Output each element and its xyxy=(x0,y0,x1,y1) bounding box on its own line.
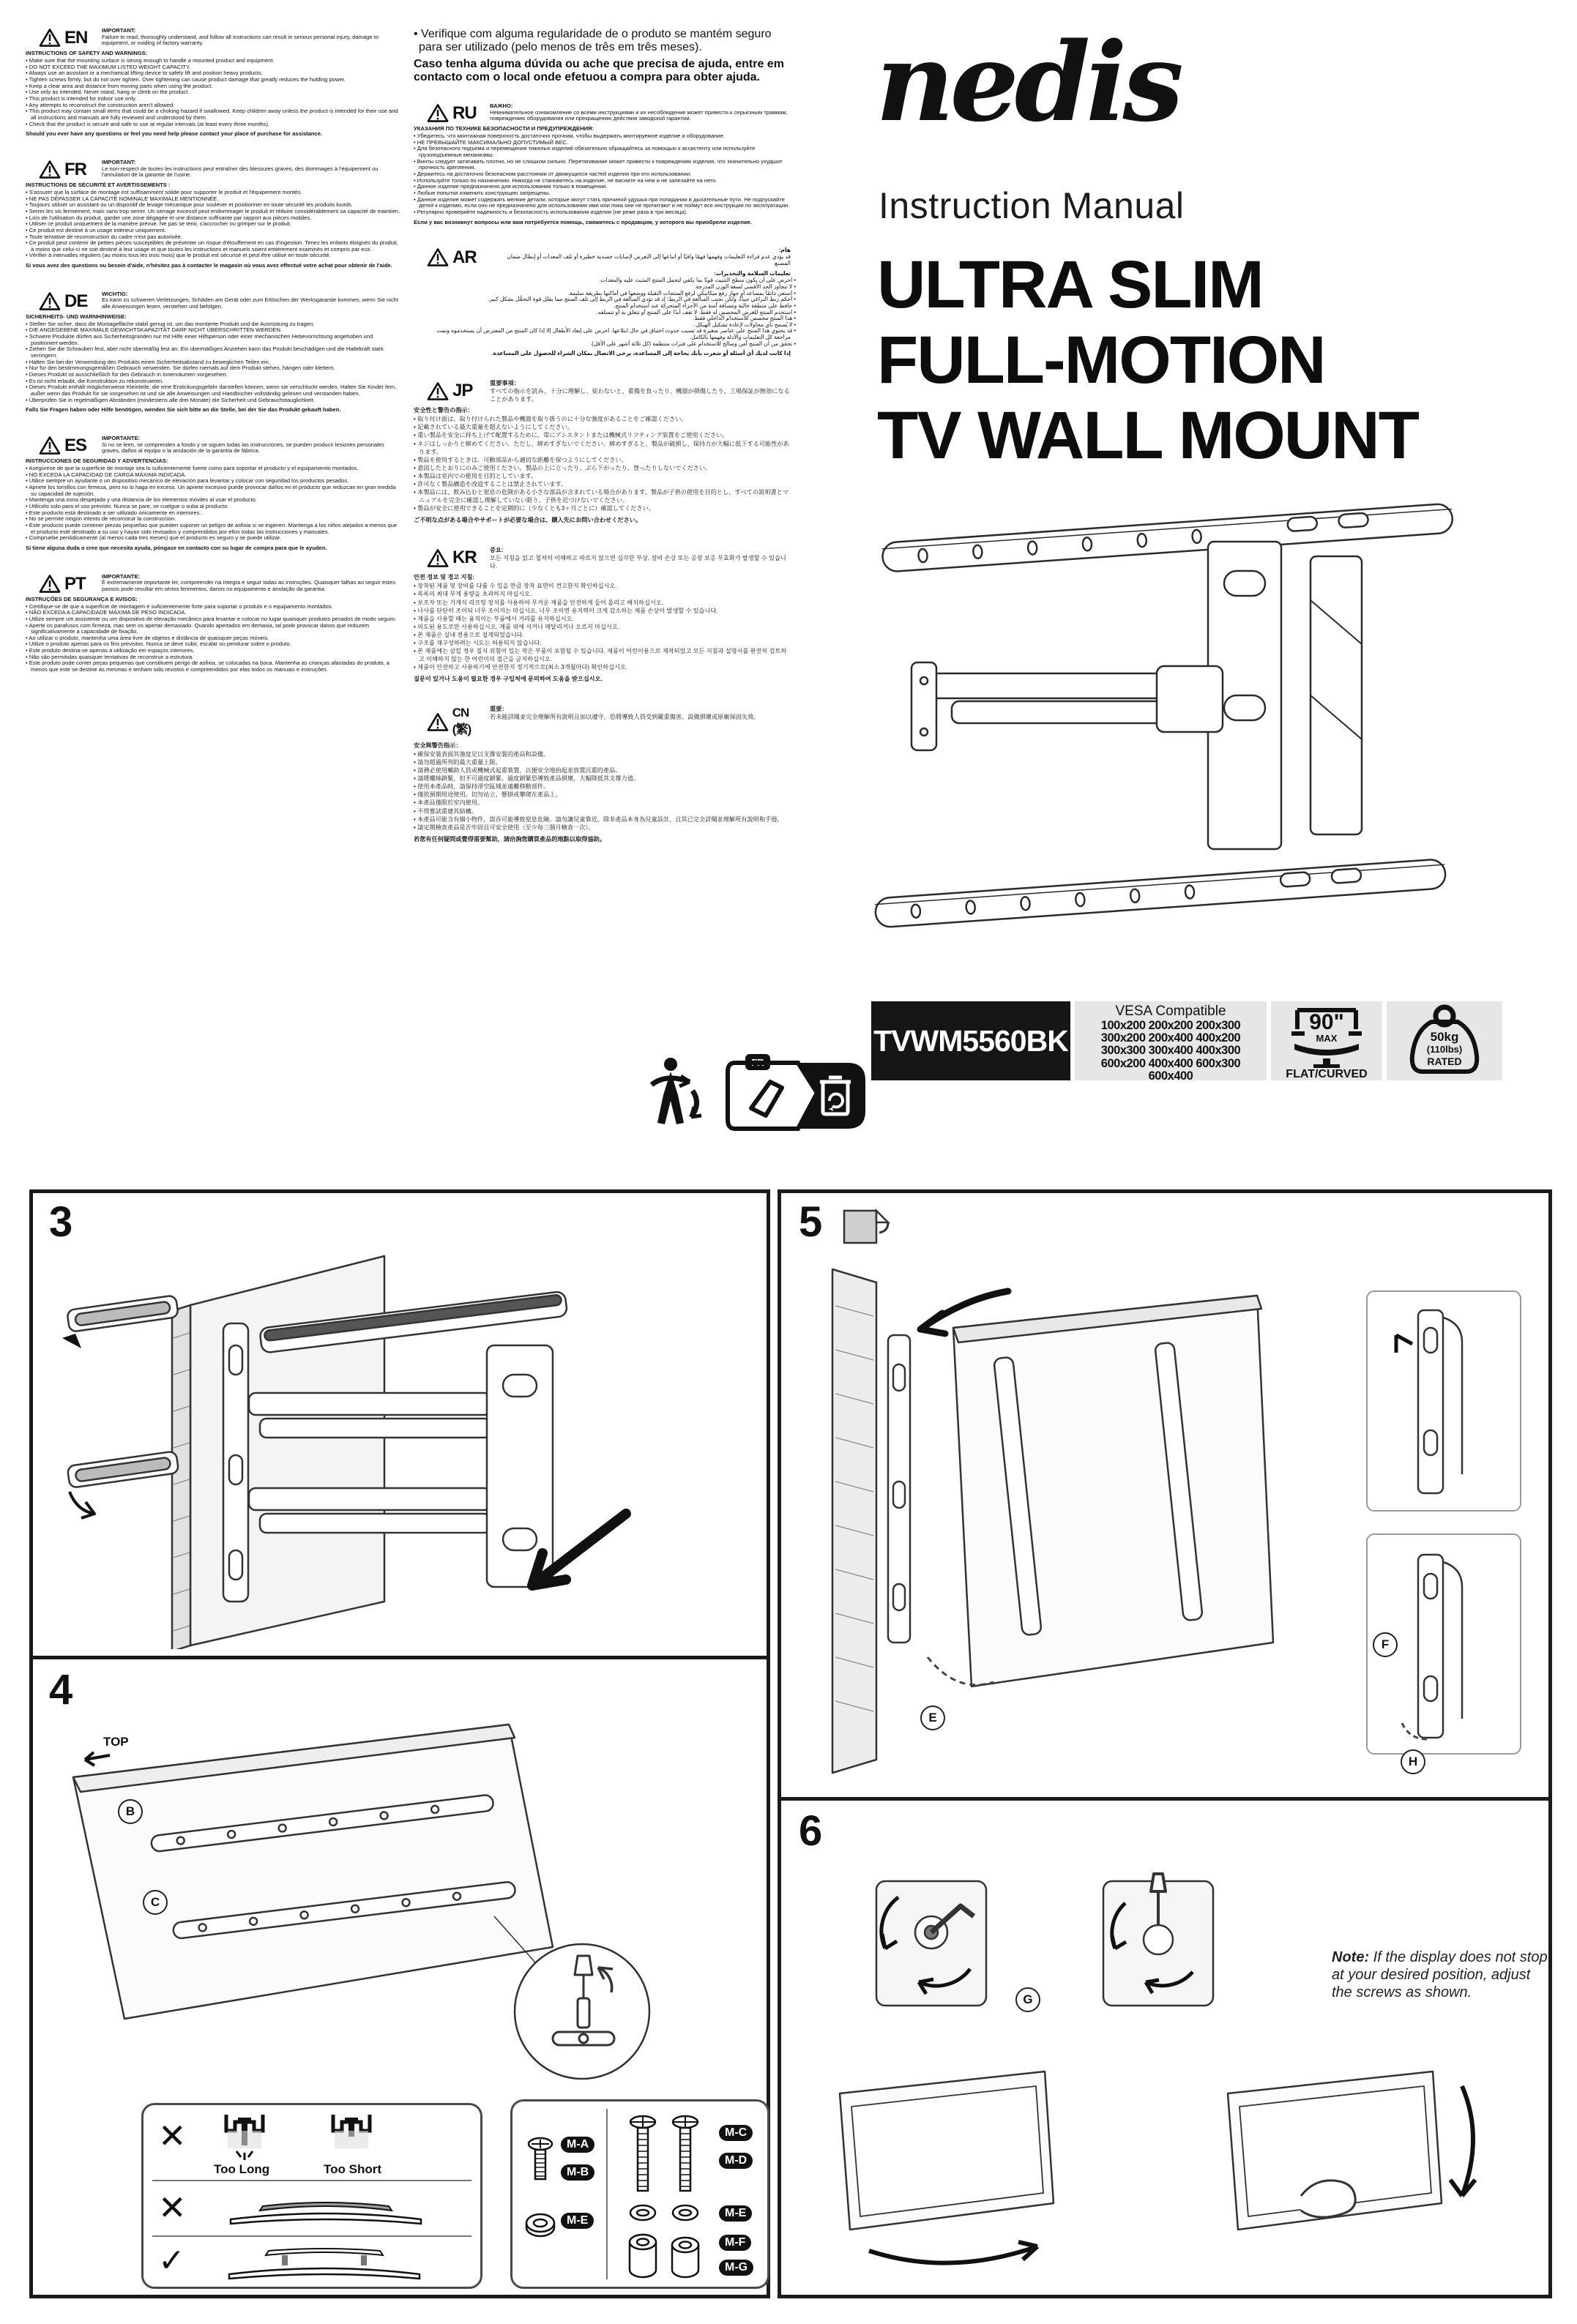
warning-item: • Mantenga una zona despejada y una distancia de los elementos móviles al usar el producto. xyxy=(26,497,400,504)
step-6-number: 6 xyxy=(799,1807,823,1855)
warnings-list xyxy=(26,321,400,404)
title-line-3: TV WALL MOUNT xyxy=(877,398,1418,473)
warning-item: • Always use an assistant or a mechanical lifting device to safely lift and position heavy products. xyxy=(26,70,400,77)
warning-item: • 請務必使用輔助人員或機械式起重裝置，以便安全地抬起並放置沉重的產品。 xyxy=(414,766,791,774)
warning-item: • 重い製品を安全に持ち上げて配置するために、常にアシスタントまたは機械式リフティング装置をご使用ください。 xyxy=(414,431,791,439)
closing-text: Si tiene alguna duda o cree que necesita ayuda, póngase en contacto con su lugar de compra para que le ayuden. xyxy=(26,544,327,551)
max-label: MAX xyxy=(1316,1033,1338,1044)
point-label-g: G xyxy=(1015,1987,1040,2012)
warning-item: • قد يحتوي هذا المنتج على عناصر صغيرة قد تسبب حدوث اختناق في حال ابتلاعها. احرص على إبعاد الأطفال إلا إذا كان المنتج من المفترض أن يستخدموه وتمت مراجعة كل التعليمات والأدلة وفهمها بالكامل. xyxy=(414,328,791,340)
warning-item: • Винты следует затягивать плотно, но не слишком сильно. Перетягивание может привести к повреждению изделия, что значительно ухудшит прочность крепления. xyxy=(414,159,791,171)
wall-mount-illustration xyxy=(842,454,1552,981)
warnings-list xyxy=(414,133,791,216)
lang-section-de xyxy=(26,291,400,414)
too-long-label: Too Long xyxy=(214,2162,270,2176)
warning-item: • استعن دائمًا بمساعد أو جهاز رفع ميكانيكي لرفع المنتجات الثقيلة ووضعها في أماكنها بطريقة سليمة. xyxy=(414,291,791,297)
warning-item: • DIE ANGEGEBENE MAXIMALE GEWICHTSKAPAZITÄT DARF NICHT ÜBERSCHRITTEN WERDEN. xyxy=(26,327,400,334)
hardware-parts-panel xyxy=(510,2099,769,2289)
part-label-mc: M-C xyxy=(719,2125,753,2141)
warning-item: • لا تتجاوز الحد الأقصى لسعة الوزن المدرجة. xyxy=(414,284,791,291)
language-column-1 xyxy=(26,28,400,695)
step-5-number: 5 xyxy=(799,1198,823,1246)
important-title: 重要事項： xyxy=(490,380,520,387)
warning-item: • 請將螺絲鎖緊，但不可過度鎖緊。過度鎖緊恐導致產品損壞，大幅降低其支撐力道。 xyxy=(414,774,791,782)
language-code: CN (繁) xyxy=(452,706,471,737)
language-code: AR xyxy=(452,247,477,268)
vesa-sizes: 600x200 400x400 600x300 xyxy=(1100,1056,1241,1070)
warning-item: • Убедитесь, что монтажная поверхность достаточно прочная, чтобы выдержать монтируемое изделие и оборудование. xyxy=(414,133,791,140)
warning-item: • НЕ ПРЕВЫШАЙТЕ МАКСИМАЛЬНО ДОПУСТИМЫЙ ВЕС. xyxy=(414,140,791,146)
warning-item: • أحكم ربط البراغي جيدًا، ولكن تجنب المبالغة في الربط؛ إذ قد تؤدي المبالغة في الربط إلى تلف المنتج مما يقلل قوة التحمُّل بشكل كبير. xyxy=(414,296,791,303)
important-text: 모든 지침을 읽고 철저히 이해하고 따르지 않으면 심각한 부상, 장비 손상 또는 공장 보증 무효화가 발생할 수 있습니다. xyxy=(490,555,786,570)
tv-screen-icon xyxy=(1271,1001,1382,1080)
step-3-number: 3 xyxy=(49,1198,73,1246)
warnings-list xyxy=(414,750,791,832)
warning-item: • Compruebe periódicamente (al menos cada tres meses) que el producto es seguro y se puede utilizar. xyxy=(26,535,400,542)
warning-item: • Держитесь на достаточно безопасном расстоянии от движущихся частей изделия при его использовании. xyxy=(414,171,791,178)
warning-item: • Use only as intended. Never stand, hang or climb on the product. xyxy=(26,89,400,96)
page-title xyxy=(877,247,1418,474)
warning-item: • Dieses Produkt enthält möglicherweise Kleinteile, die eine Erstickungsgefahr darstellen können, wenn sie verschluckt werden. Halten Sie Kinder fern, außer wenn das Produkt für sie vorgesehen ist und sie alle Anweisungen und Handbücher vollständig gelesen und verstanden haben. xyxy=(26,384,400,397)
closing-text: Если у вас возникнут вопросы или вам потребуется помощь, свяжитесь с продавцом, у которого вы приобрели изделие. xyxy=(414,218,752,225)
warning-item: • Check that the product is secure and safe to use at regular intervals (at least every three months). xyxy=(26,122,400,128)
warning-item: • 不得嘗試重建其結構。 xyxy=(414,807,791,815)
important-text: Le non-respect de toutes les instructions peut entraîner des blessures graves, des dommages à l'équipement ou l'annulation de la garantie de l'usine. xyxy=(102,165,379,179)
warning-item: • NO EXCEDA LA CAPACIDAD DE CARGA MÁXIMA INDICADA. xyxy=(26,472,400,479)
warning-item: • Utilice siempre un ayudante o un dispositivo mecánico de elevación para levantar y colocar con seguridad los productos pesados. xyxy=(26,478,400,485)
lang-section-ar xyxy=(414,247,791,357)
important-text: Es kann zu schweren Verletzungen, Schäden am Gerät oder zum Erlöschen der Werksgarantie kommen, wenn Sie nicht alle Anweisungen lesen, verstehen und befolgen. xyxy=(102,296,399,310)
warning-item: • 목록의 최대 무게 용량을 초과하지 마십시오. xyxy=(414,590,791,598)
vesa-sizes: 300x300 300x400 400x300 xyxy=(1100,1044,1241,1058)
warning-item: • Apriete los tornillos con firmeza, pero no lo haga en exceso. Un apriete excesivo puede provocar daños en el producto que reduzcan en gran medida su capacidad de sujeción. xyxy=(26,485,400,497)
language-code: EN xyxy=(64,28,88,48)
steps-3-4-panel xyxy=(29,1189,770,2298)
warning-item: • 본 제품에는 삼킬 경우 질식 위험이 있는 작은 부품이 포함될 수 있습니다. 제품이 어린이용으로 제작되었고 모든 지침과 설명서를 완전히 검토하고 이해하지 않는 한 어린이의 접근을 금지하십시오. xyxy=(414,647,791,663)
fr-label: FR xyxy=(751,1057,764,1068)
warning-item: • 取り付け面は、取り付けられた製品や機器を取り扱うのに十分な強度があることをご確認ください。 xyxy=(414,415,791,423)
closing-text: 若您有任何疑問或覺得需要幫助，請洽詢您購買產品的地點以取得協助。 xyxy=(414,835,606,842)
wrong-mark-icon: ✕ xyxy=(158,2117,187,2155)
warning-item: • Stellen Sie sicher, dass die Montagefläche stabil genug ist, um das montierte Produkt und die Ausrüstung zu tragen. xyxy=(26,321,400,328)
important-text: É extremamente importante ler, compreender na íntegra e seguir todas as instruções. Quaisquer falhas ao seguir estes passos pode resultar em sérios ferimentos, danos no equipamento e anulação da garantia. xyxy=(102,579,395,592)
warning-item: • Este produto destina-se apenas a utilização em espaços interiores. xyxy=(26,648,400,654)
warning-item: • حافظ على منطقة خالية ومسافة آمنة من الأجزاء المتحركة عند استخدام المنتج. xyxy=(414,303,791,310)
step-6-illustration xyxy=(788,1852,1543,2276)
important-text: Failure to read, thoroughly understand, and follow all instructions can result in serious personal injury, damage to equipment, or voiding of factory warranty. xyxy=(102,33,379,47)
warning-item: • 本製品には、飲み込むと窒息の危険がある小さな部品が含まれている場合があります。製品が子供の使用を目的とし、すべての説明書とマニュアルを完全に確認し理解していない限り、子供を近づけないでください。 xyxy=(414,488,791,504)
washers-icon xyxy=(621,2202,709,2227)
important-text: 若未能詳閱並完全理解所有說明且加以遵守，恐將導致人員受到嚴重傷害、設備損壞或原廠保固失效。 xyxy=(490,714,760,721)
part-label-mb: M-B xyxy=(561,2164,594,2181)
recycling-icons xyxy=(644,1053,868,1133)
closing-text: 질문이 있거나 도움이 필요한 경우 구입처에 문의하여 도움을 받으십시오. xyxy=(414,676,603,683)
language-code: KR xyxy=(452,548,477,568)
warning-item: • 製品を使用するときは、可動部品から適切な距離を保つようにしてください。 xyxy=(414,456,791,464)
important-title: IMPORTANTE: xyxy=(102,572,141,580)
language-code: DE xyxy=(64,291,88,311)
lang-section-en xyxy=(26,28,400,138)
warning-item: • Nur für den bestimmungsgemäßen Gebrauch verwenden. Sie dürfen niemals auf dem Produkt stehen, hängen oder klettern. xyxy=(26,365,400,372)
warnings-list xyxy=(414,415,791,512)
warnings-list xyxy=(26,58,400,127)
sticker-peel-icon xyxy=(840,1203,891,1247)
important-text: Si no se leen, se comprenden a fondo y se siguen todas las instrucciones, se pueden producir lesiones personales graves, daños al equipo o la anulación de la garantía de fábrica. xyxy=(102,441,384,455)
too-short-screw-icon xyxy=(318,2110,384,2162)
warning-item: • 본 제품은 실내 전용으로 설계되었습니다. xyxy=(414,631,791,639)
warning-item: • 請勿超過所列的最大重量上限。 xyxy=(414,758,791,766)
important-text: すべての指示を読み、十分に理解し、従わないと、重傷を負ったり、機器が損傷したり、工場保証が無効になることがあります。 xyxy=(490,388,790,403)
weight-lbs: (110lbs) xyxy=(1426,1044,1463,1055)
lang-section-pt xyxy=(26,574,400,673)
warning-item: • 製品が安全に使用できることを定期的に（少なくとも3ヶ月ごとに）確認してください。 xyxy=(414,504,791,512)
vesa-sizes: 100x200 200x200 200x300 xyxy=(1100,1019,1241,1032)
warning-item: • Überprüfen Sie in regelmäßigen Abständen (mindestens alle drei Monate) die Sicherheit und Gebrauchstauglichkeit. xyxy=(26,397,400,404)
warning-item: • 許可なく製品構造を改造することは禁止されています。 xyxy=(414,480,791,488)
warnings-title: INSTRUÇÕES DE SEGURANÇA E AVISOS: xyxy=(26,595,138,602)
manual-subtitle: Instruction Manual xyxy=(879,185,1185,226)
part-label-ma: M-A xyxy=(561,2137,594,2153)
warning-item: • 請定期檢查產品是否牢固且可安全使用（至少每三個月檢查一次）。 xyxy=(414,823,791,832)
step-3-illustration xyxy=(40,1236,761,1649)
spacer-mount-correct-icon xyxy=(215,2239,434,2283)
max-size-value: 90" xyxy=(1309,1010,1344,1034)
warning-item: • Utiliser ce produit uniquement de la manière prévue. Ne pas se tenir, s'accrocher ou grimper sur le produit. xyxy=(26,221,400,228)
warnings-title: 안전 정보 및 경고 지침: xyxy=(414,574,475,581)
warning-triangle-icon xyxy=(414,247,490,267)
title-line-2: FULL-MOTION xyxy=(877,323,1325,397)
warning-item: • لا يُسمح بأي محاولات لإعادة تشكيل الهيكل. xyxy=(414,322,791,329)
correct-mark-icon: ✓ xyxy=(158,2243,185,2279)
important-title: IMPORTANTE: xyxy=(102,434,141,441)
screen-size-badge xyxy=(1271,1001,1382,1080)
vesa-sizes: 600x400 xyxy=(1148,1069,1193,1083)
steps-5-6-panel xyxy=(778,1189,1552,2298)
point-label-e: E xyxy=(920,1705,945,1730)
important-title: IMPORTANT: xyxy=(102,27,136,34)
important-title: IMPORTANT: xyxy=(102,158,136,165)
important-title: 重要： xyxy=(490,706,508,713)
point-label-f: F xyxy=(1373,1632,1398,1657)
warnings-title: 安全與警告指示： xyxy=(414,742,462,750)
part-label-mf: M-F xyxy=(719,2235,751,2251)
warning-item: • Schwere Produkte dürfen aus Sicherheitsgründen nur mit Hilfe einer Hilfsperson oder einer mechanischen Hebevorrichtung angehoben und positioniert werden. xyxy=(26,334,400,346)
warning-item: • 僅依預期用途使用。切勿站立、懸掛或攀爬在產品上。 xyxy=(414,791,791,799)
step-5-illustration xyxy=(788,1247,1543,1790)
note-title: Note: xyxy=(1332,1949,1370,1965)
warning-item: • Ziehen Sie die Schrauben fest, aber nicht übermäßig fest an. Ein übermäßiges Anziehen kann das Produkt beschädigen und die Haltekraft stark verringern. xyxy=(26,346,400,359)
important-title: ВАЖНО: xyxy=(490,102,513,109)
warning-item: • 장착된 제품 및 장비를 다룰 수 있을 만큼 장착 표면이 견고한지 확인하십시오. xyxy=(414,582,791,590)
warnings-title: تعليمات السلامة والتحذيرات: xyxy=(714,269,791,277)
part-label-md: M-D xyxy=(719,2153,753,2169)
warning-item: • Este producto puede contener piezas pequeñas que pueden suponer un peligro de asfixia si se ingieren. Mantenga a los niños alejados a menos que el producto esté destinado a su uso y hayan sido revisados y comprendidos por ellos todas las instrucciones y manuales. xyxy=(26,523,400,535)
warning-item: • Toujours utiliser un assistant ou un dispositif de levage mécanique pour soulever et positionner en toute sécurité les produits lourds. xyxy=(26,202,400,209)
warning-item: • S'assurer que la surface de montage est suffisamment solide pour supporter le produit et l'équipement montés. xyxy=(26,190,400,196)
warning-item: • 제품이 안전하고 사용하기에 안전한지 정기적으로(최소 3개월마다) 확인하십시오. xyxy=(414,663,791,671)
warning-item: • Данное изделие может содержать мелкие детали, которые могут стать причиной удушья при попадании в дыхательные пути. Не подпускайте детей к изделию, если оно не предназначено для использования ими или пока они не прочитают и не поймут все инструкции по эксплуатации. xyxy=(414,197,791,209)
warnings-title: УКАЗАНИЯ ПО ТЕХНИКЕ БЕЗОПАСНОСТИ И ПРЕДУПРЕЖДЕНИЯ: xyxy=(414,125,594,132)
lang-section-es xyxy=(26,436,400,552)
lang-section-kr xyxy=(414,546,791,683)
warning-item: • Aperte os parafusos com firmeza, mas sem os apertar demasiado. Quando apertados em demasia, tal pode provocar danos que reduzem significativamente a capacidade de fixação. xyxy=(26,623,400,635)
warning-item: • 의도된 용도로만 사용하십시오. 제품 위에 서거나 매달리거나 오르지 마십시오. xyxy=(414,623,791,631)
warning-item: • Utilize o produto apenas para os fins previstos. Nunca se deve subir, escalar ou pendurar sobre o produto. xyxy=(26,641,400,648)
warning-item: • Este produto pode conter peças pequenas que constituem perigo de asfixia, se colocadas na boca. Mantenha as crianças afastadas do produto, a menos que este se destine às mesmas e tenham sido revistos e compreendidos por elas todos os manuais e instruções. xyxy=(26,660,400,673)
warning-item: • Halten Sie bei der Verwendung des Produkts einen Sicherheitsabstand zu beweglichen Teilen ein. xyxy=(26,359,400,366)
point-label-h: H xyxy=(1401,1749,1425,1774)
closing-text: Caso tenha alguma dúvida ou ache que precisa de ajuda, entre em contacto com o local onde efetuou a compra para obter ajuda. xyxy=(414,58,784,83)
warning-triangle-icon xyxy=(26,160,102,179)
top-label: TOP xyxy=(103,1735,129,1749)
language-code: JP xyxy=(452,381,473,401)
warning-triangle-icon xyxy=(26,28,102,48)
warning-item: • Любые попытки изменить конструкцию запрещены. xyxy=(414,190,791,197)
wrong-mark-icon: ✕ xyxy=(158,2189,187,2227)
closing-text: إذا كانت لديك أي أسئلة أو شعرت بأنك بحاجة إلى المساعدة، يرجى الاتصال بمكان الشراء للحصول على المساعدة. xyxy=(491,350,791,357)
lang-section-jp xyxy=(414,379,791,524)
title-line-1: ULTRA SLIM xyxy=(877,247,1263,322)
nedis-logo: nedis xyxy=(876,18,1179,146)
warning-item: • 使用本產品時，請保持淨空區域並遠離移動部件。 xyxy=(414,782,791,791)
lang-section-cn xyxy=(414,705,791,843)
spacers-icon xyxy=(621,2232,709,2280)
warning-triangle-icon xyxy=(414,379,490,403)
important-text: قد يؤدي عدم قراءة التعليمات وفهمها فهمًا وافيًا أو اتباعها إلى التعرض لإصابات جسدية خطيرة أو تلف المعدات أو إبطال ضمان المصنع. xyxy=(507,253,791,266)
weight-rating-badge xyxy=(1387,1001,1502,1080)
closing-text: Falls Sie Fragen haben oder Hilfe benötigen, wenden Sie sich bitte an die Stelle, bei der Sie das Produkt gekauft haben. xyxy=(26,406,341,414)
warning-item: • Ce produit est destiné à un usage intérieur uniquement. xyxy=(26,228,400,234)
language-code: ES xyxy=(64,435,87,455)
warning-triangle-icon xyxy=(26,574,102,594)
warning-item: • Serrer les vis fermement, mais sans trop serrer. Un serrage excessif peut endommager le produit et réduire considérablement sa capacité de maintien. xyxy=(26,209,400,215)
warnings-list xyxy=(414,582,791,671)
warning-item: • Dieses Produkt ist ausschließlich für den Gebrauch in Innenräumen vorgesehen. xyxy=(26,372,400,378)
too-long-screw-icon xyxy=(212,2110,277,2162)
warning-item: • No se permite ningún intento de reconstruir la construcción. xyxy=(26,516,400,523)
screws-m-c-m-d-icon xyxy=(621,2115,709,2195)
warnings-title: 安全性と警告の指示： xyxy=(414,407,474,414)
panel-divider xyxy=(781,1797,1548,1801)
rated-label: RATED xyxy=(1427,1055,1462,1067)
warning-item: • هذا المنتج مخصص للاستخدام الداخلي فقط. xyxy=(414,315,791,322)
warning-item: • 確保安裝表面其強度足以支撐安裝的產品和設備。 xyxy=(414,750,791,758)
warning-item: • ネジはしっかりと締めてください。ただし、締めすぎないでください。締めすぎると、製品が破損し、保持力が大幅に低下する可能性があります。 xyxy=(414,440,791,456)
warning-item: • Este producto está destinado a ser utilizado únicamente en interiores. xyxy=(26,510,400,517)
closing-text: Should you ever have any questions or feel you need help please contact your place of purchase for assistance. xyxy=(26,130,323,138)
weight-value: 50kg xyxy=(1430,1030,1459,1044)
warning-triangle-icon xyxy=(414,546,490,569)
warning-item: • Данное изделие предназначено для использования только в помещении. xyxy=(414,184,791,190)
point-label-c: C xyxy=(143,1890,168,1915)
warning-item: • This product may contain small items that could be a choking hazard if swallowed. Keep children away unless the product is intended for their use and all instructions and manuals are fully reviewed and understood by them. xyxy=(26,108,400,121)
warning-item: • Ce produit peut contenir de petites pièces susceptibles de présenter un risque d'étouffement en cas d'ingestion. Tenez les enfants éloignés du produit, à moins que celui-ci ne soit destiné à leur usage et que toutes les instructions et manuels soient entièrement examinés et compris par eux. xyxy=(26,240,400,253)
closing-text: ご不明な点がある場合やサポートが必要な場合は、購入先にお問い合わせください。 xyxy=(414,517,642,524)
flush-mount-wrong-icon xyxy=(216,2186,436,2230)
part-label-mg: M-G xyxy=(719,2260,753,2276)
important-title: WICHTIG: xyxy=(102,290,128,297)
screw-m-a-icon xyxy=(526,2137,555,2183)
important-title: 중요: xyxy=(490,547,504,554)
warnings-list xyxy=(414,277,791,347)
warning-item: • Verifique com alguma regularidade de o produto se mantém seguro para ser utilizado (pelo menos de três em três meses). xyxy=(414,28,791,54)
warning-item: • Não são permitidas quaisquer tentativas de reconstruir a estrutura. xyxy=(26,654,400,661)
warning-item: • DO NOT EXCEED THE MAXIMUM LISTED WEIGHT CAPACITY. xyxy=(26,64,400,71)
warning-item: • Make sure that the mounting surface is strong enough to handle a mounted product and equipment. xyxy=(26,58,400,64)
vesa-title: VESA Compatible xyxy=(1115,1004,1226,1019)
closing-text: Si vous avez des questions ou besoin d'aide, n'hésitez pas à contacter le magasin où vous avez effectué votre achat pour obtenir de l'aide. xyxy=(26,262,392,269)
warnings-title: INSTRUCTIONS OF SAFETY AND WARNINGS: xyxy=(26,50,148,57)
warning-item: • Используйте только по назначению. Никогда не становитесь на изделие, не висните на нем и не залезайте на него. xyxy=(414,178,791,184)
part-label-me2: M-E xyxy=(719,2205,752,2222)
language-code: PT xyxy=(64,573,86,594)
warning-item: • 本產品僅限於室內使用。 xyxy=(414,799,791,807)
screw-length-check-panel xyxy=(141,2103,482,2289)
pt-overflow xyxy=(414,28,791,84)
part-label-me: M-E xyxy=(561,2213,594,2229)
warning-item: • استخدم المنتج للغرض المخصص له فقط. لا تقف أبدًا على المنتج أو تتعلق به أو تتسلقه. xyxy=(414,310,791,316)
important-title: هام: xyxy=(778,247,791,254)
warning-item: • 本製品は室内での使用を目的としています。 xyxy=(414,472,791,480)
warning-item: • 本產品可能含有細小物件，誤吞可能導致窒息危險。請勿讓兒童靠近，除非產品本身為兒童設計，且其已完全詳閱並理解所有說明和手冊。 xyxy=(414,815,791,823)
warnings-list xyxy=(26,466,400,542)
warning-item: • 記載されている最大重量を超えないようにしてください。 xyxy=(414,423,791,431)
language-code: RU xyxy=(452,103,477,123)
warning-triangle-icon xyxy=(26,436,102,455)
warnings-title: SICHERHEITS- UND WARNHINWEISE: xyxy=(26,313,127,321)
warning-item: • Any attempts to reconstruct the construction aren't allowed. xyxy=(26,102,400,109)
warning-triangle-icon xyxy=(414,705,490,739)
vesa-badge xyxy=(1075,1001,1267,1083)
warning-item: • NÃO EXCEDA A CAPACIDADE MÁXIMA DE PESO INDICADA. xyxy=(26,610,400,616)
warning-item: • احرص على أن يكون سطح التثبيت قويًا بما يكفي لتحمل المنتج المثبت عليه والمعدات. xyxy=(414,277,791,284)
warning-item: • Asegúrese de que la superficie de montaje sea lo suficientemente fuerte como para soportar el producto y el equipamiento montados. xyxy=(26,466,400,472)
warning-item: • تحقق من أن المنتج آمن وصالح للاستخدام على فترات منتظمة (كل ثلاثة أشهر على الأقل). xyxy=(414,341,791,348)
warning-item: • NE PAS DÉPASSER LA CAPACITÉ NOMINALE MAXIMALE MENTIONNÉE. xyxy=(26,196,400,203)
warning-triangle-icon xyxy=(414,103,490,123)
warning-item: • This product is intended for indoor use only. xyxy=(26,96,400,102)
warning-item: • Keep a clear area and distance from moving parts when using the product. xyxy=(26,83,400,90)
step-4-illustration xyxy=(40,1667,761,2092)
flat-curved-label: FLAT/CURVED xyxy=(1286,1068,1368,1080)
note-body: If the display does not stop at your desired position, adjust the screws as shown. xyxy=(1332,1949,1548,2000)
model-badge: TVWM5560BK xyxy=(871,1001,1070,1080)
warning-item: • Toute tentative de reconstruction du cadre n'est pas autorisée. xyxy=(26,234,400,241)
important-text: Невнимательное ознакомление со всеми инструкциями и их несоблюдение может привести к серьезным травмам, повреждению оборудования или прекращению действия заводской гарантии. xyxy=(490,108,788,122)
warning-item: • Ao utilizar o produto, mantenha uma área livre de objetos e distância de quaisquer peças móveis. xyxy=(26,635,400,642)
vesa-sizes: 300x200 200x400 400x200 xyxy=(1100,1031,1241,1045)
paper-recycling-icon xyxy=(725,1053,868,1133)
language-column-2 xyxy=(414,28,791,865)
warning-item: • Tighten screws firmly, but do not over tighten. Over tightening can cause product damage that greatly reduces the holding power. xyxy=(26,77,400,83)
lang-section-ru xyxy=(414,103,791,225)
step-4-number: 4 xyxy=(49,1666,73,1714)
point-label-b: B xyxy=(118,1799,143,1824)
weight-icon xyxy=(1401,1004,1488,1077)
warning-item: • Utilícelo solo para el uso previsto. Nunca se pare, se cuelgue o suba al producto. xyxy=(26,504,400,510)
warning-item: • Certifique-se de que a superfície de montagem é suficientemente forte para suportar o produto e o equipamento montados. xyxy=(26,604,400,610)
warning-item: • Utilize sempre um assistente ou um dispositivo de elevação mecânico para levantar e colocar no lugar quaisquer produtos pesados de modo seguro. xyxy=(26,616,400,623)
warning-triangle-icon xyxy=(26,291,102,311)
warning-item: • 나사를 단단히 조이되 너무 조이지는 마십시오. 너무 조이면 유지력이 크게 감소하는 제품 손상이 발생할 수 있습니다. xyxy=(414,607,791,615)
warning-item: • 보조자 또는 기계식 리프팅 장치를 사용하여 무거운 제품을 안전하게 들어 올리고 배치하십시오. xyxy=(414,599,791,607)
warning-item: • Lors de l'utilisation du produit, garder une zone dégagée et une distance suffisante par rapport aux pièces mobiles. xyxy=(26,215,400,222)
too-short-label: Too Short xyxy=(324,2162,381,2176)
warning-item: • 意図したとおりにのみご使用ください。製品の上に立ったり、ぶら下がったり、登ったりしないでください。 xyxy=(414,464,791,472)
warning-item: • 구조를 재구성하려는 시도는 허용되지 않습니다. xyxy=(414,639,791,647)
washer-icon xyxy=(524,2211,556,2238)
step-6-note xyxy=(1332,1949,1551,2001)
lang-section-fr xyxy=(26,160,400,269)
warnings-list xyxy=(26,190,400,259)
language-code: FR xyxy=(64,159,86,179)
warnings-title: INSTRUCCIONES DE SEGURIDAD Y ADVERTENCIAS: xyxy=(26,457,168,465)
warning-item: • Vérifier à intervalles réguliers (au moins tous les trois mois) que le produit est sécurisé et peut être utilisé en toute sécurité. xyxy=(26,253,400,259)
warnings-title: INSTRUCTIONS DE SÉCURITÉ ET AVERTISSEMENTS : xyxy=(26,182,171,189)
warning-item: • 제품을 사용할 때는 움직이는 부품에서 거리를 유지하십시오. xyxy=(414,615,791,623)
warning-item: • Регулярно проверяйте надежность и безопасность использования изделия (не реже раза в три месяца). xyxy=(414,209,791,216)
warnings-list xyxy=(26,604,400,673)
warning-item: • Для безопасного подъема и перемещения тяжелых изделий обязательно обращайтесь за помощью к ассистенту или используйте грузоподъемные механизмы. xyxy=(414,146,791,158)
panel-divider xyxy=(33,1656,767,1659)
triman-icon xyxy=(644,1053,709,1129)
warning-item: • Es ist nicht erlaubt, die Konstruktion zu rekonstruieren. xyxy=(26,378,400,385)
